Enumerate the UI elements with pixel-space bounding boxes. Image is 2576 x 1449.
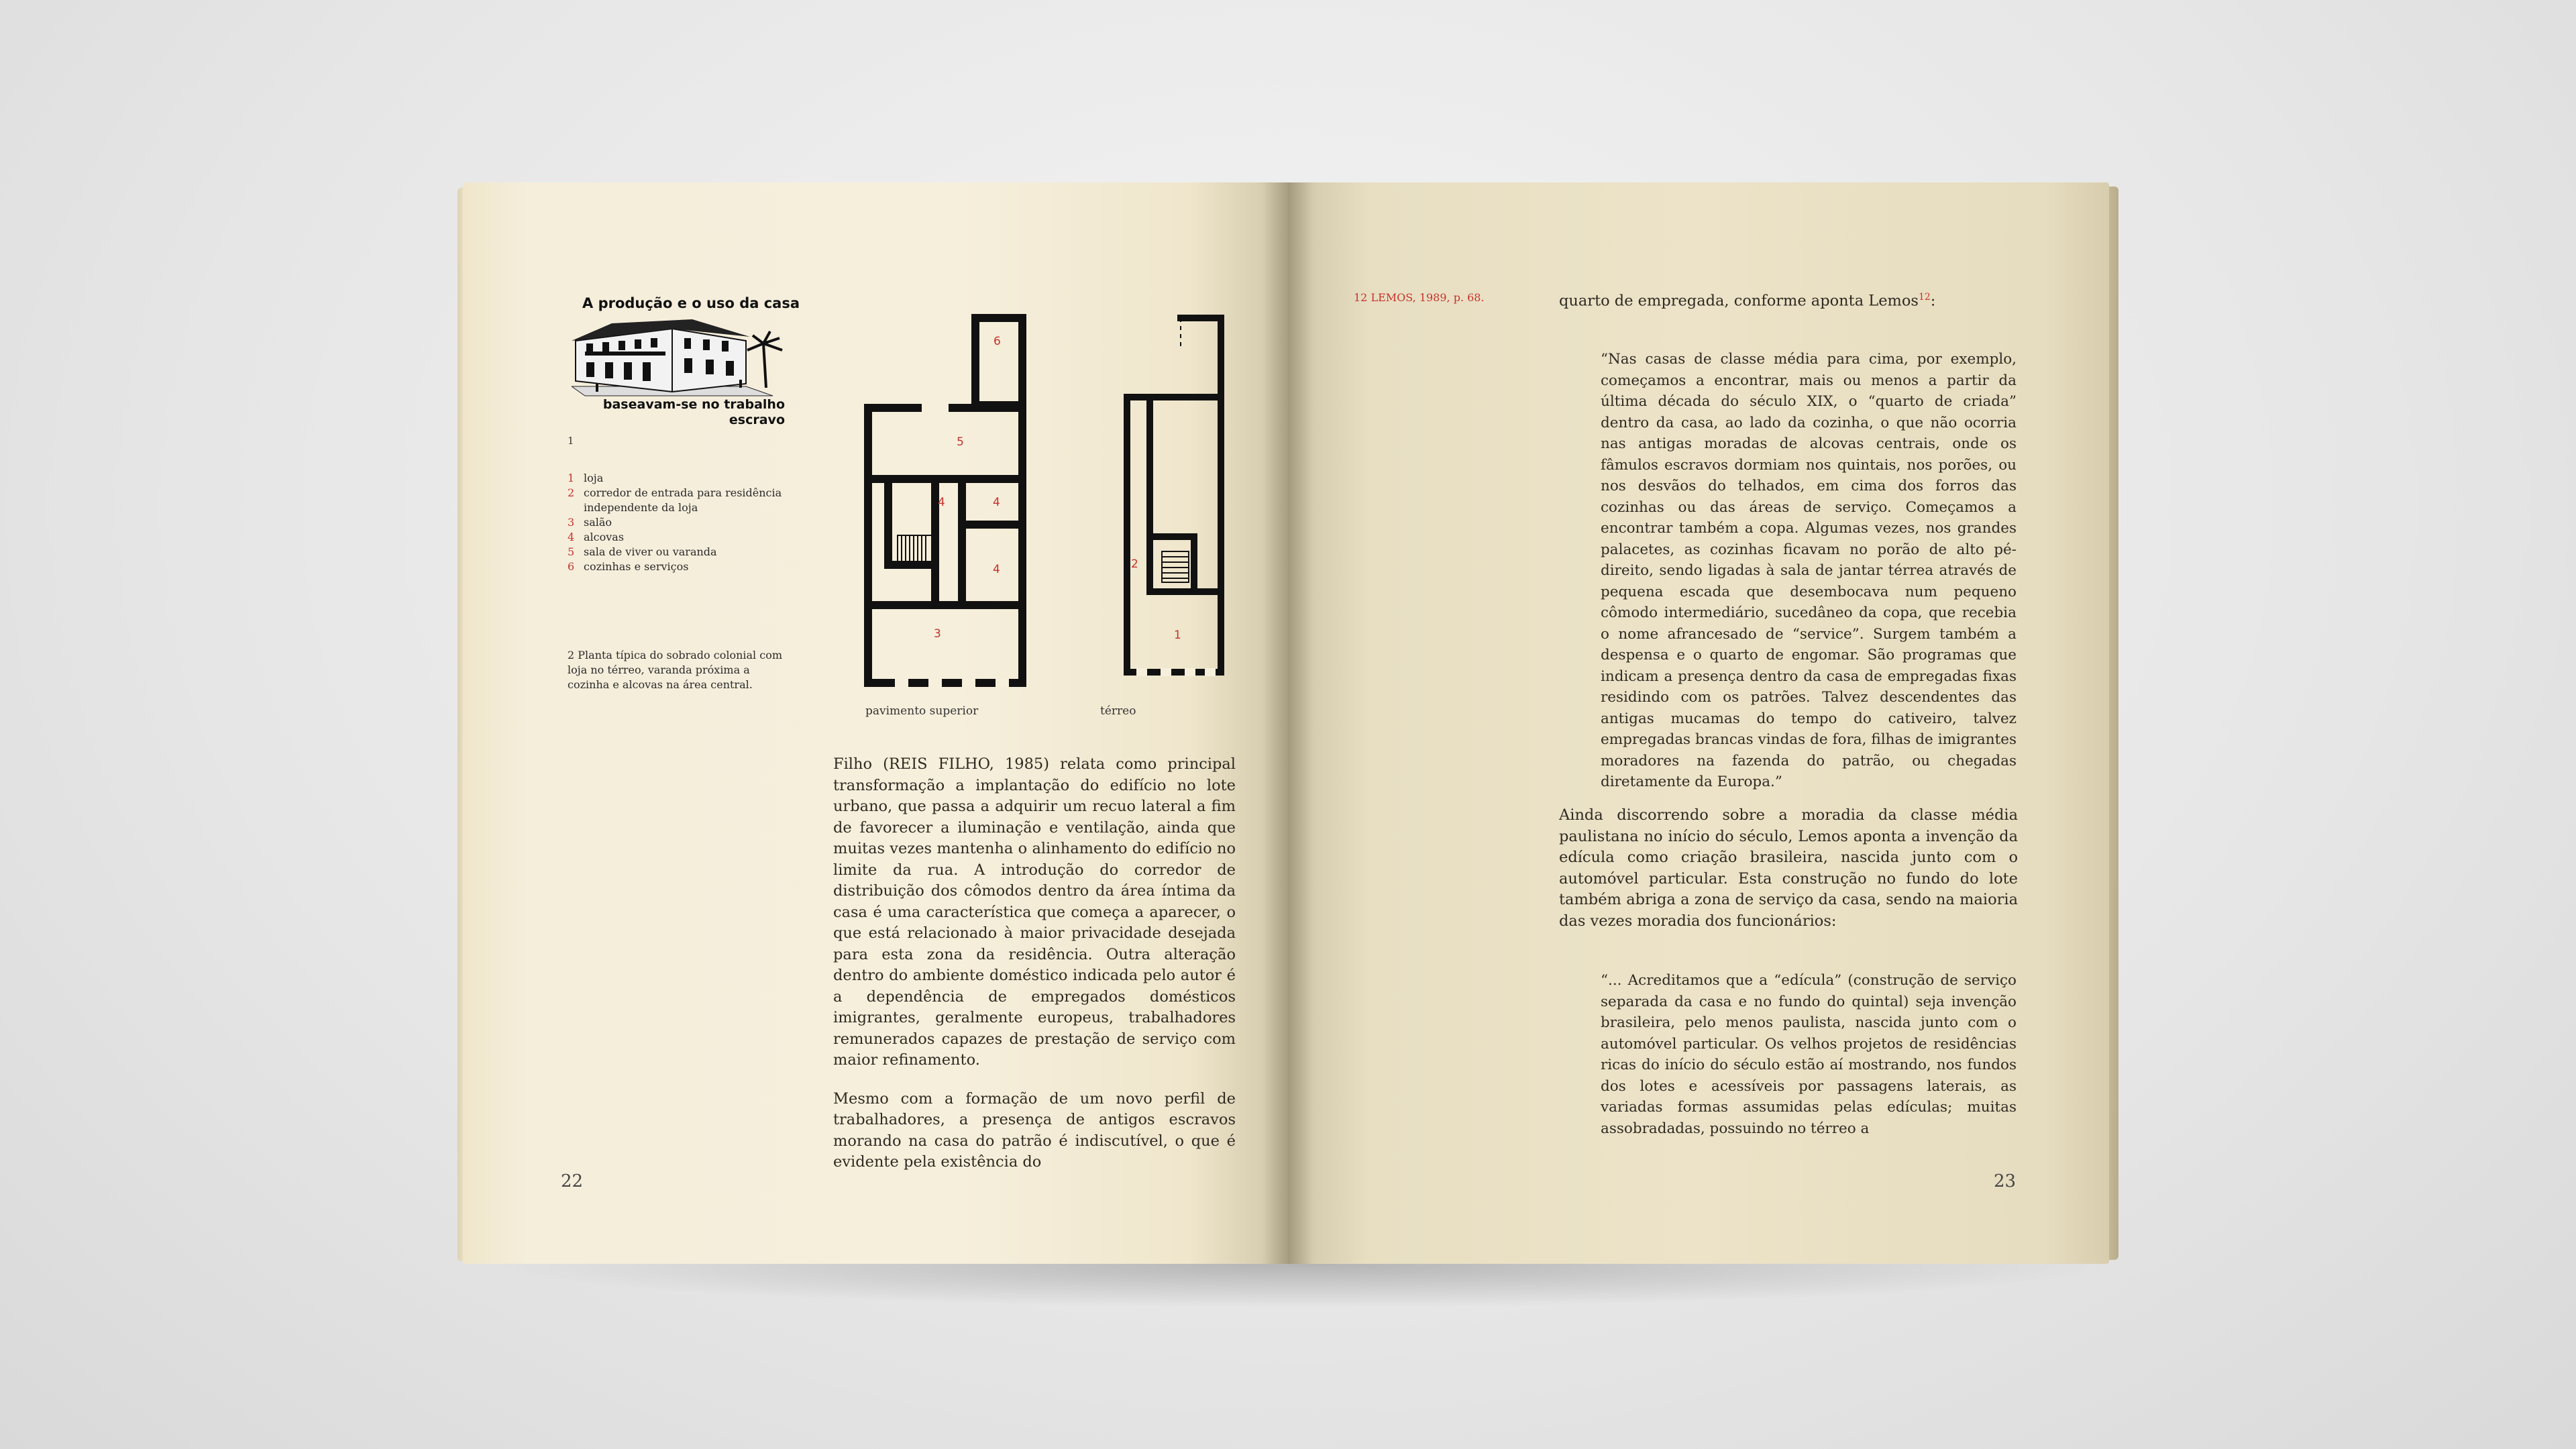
right-intro: quarto de empregada, conforme aponta Lemos$^{12}$: [1559,292,1936,310]
figure-caption: 2 Planta típica do sobrado colonial com loja no térreo, varanda próxima a cozinha e alcovas na área central. [568,649,783,691]
right-paragraph: Ainda discorrendo sobre a moradia da classe média paulistana no início do século, Lemos aponta a invenção da edícula como criação brasileira, nascida junto com o automóvel particular. Esta construção no fundo do lote também abriga a zona de serviço da casa, sendo na maioria das vezes moradia dos funcionários: [1559,806,2018,930]
block-quote-2: “... Acreditamos que a “edícula” (construção de serviço separada da casa e no fundo do quintal) seja invenção brasileira, pelo menos paulista, nascida junto com o automóvel particular. Os velhos projetos de residências ricas do início do século estão aí mostrando, nos fundos dos lotes e acessíveis por passagens laterais, as variadas formas assumidas pelas edículas; muitas assobradadas, possuindo no térreo a [1601,972,2017,1137]
room-number: 6 [994,335,1001,348]
room-number: 4 [938,496,945,509]
room-number: 4 [993,496,1000,509]
footnote: 12 LEMOS, 1989, p. 68. [1354,291,1485,304]
plan-label-upper: pavimento superior [865,704,979,718]
legend-item: 1 loja [568,472,604,484]
room-number: 5 [957,435,964,449]
plan-label-ground: térreo [1100,704,1136,718]
room-number: 3 [934,627,941,641]
floor-plan-ground [1120,310,1234,680]
legend-item: 3 salão [568,516,612,529]
intro-text: quarto de empregada, conforme aponta Lemos [1559,292,1919,310]
room-number: 4 [993,563,1000,576]
colonial-house-illustration [572,314,786,397]
room-number: 1 [1174,629,1181,642]
room-number: 2 [1131,557,1138,571]
footnote-ref: 12 [1918,292,1931,303]
paragraph: Mesmo com a formação de um novo perfil de trabalhadores, a presença de antigos escravos morando na casa do patrão é indiscutível, o que é evidente pela existência do [833,1089,1236,1171]
legend-item: 4 alcovas [568,531,625,543]
block-quote-1: “Nas casas de classe média para cima, por exemplo, começamos a encontrar, mais ou menos a partir da última década do século XIX, o “quarto de criada” dentro da casa, ao lado da cozinha, o que não ocorria nas antigas moradas de alcovas centrais, onde os fâmulos escravos dormiam nos quintais, nos porões, ou nos desvãos do telhados, em cima dos forros das cozinhas ou das áreas de serviço. Começamos a encontrar também a copa. Algumas vezes, nos grandes palacetes, as cozinhas ficavam no porão de alto pé-direito, sendo ligadas à sala de jantar térrea através de pequena escada que desembocava num pequeno cômodo intermediário, sucedâneo da copa, que recebia o nome afrancesado de “service”. Surgem também a despensa e o quarto de engomar. São programas que indicam a presença dentro da casa de empregadas fixas residindo com os patrões. Talvez descendentes das antigas mucamas do tempo do cativeiro, talvez empregadas brancas vindas de fora, filhas de imigrantes moradores na fazenda do patrão, ou chegadas diretamente da Europa.” [1601,351,2017,790]
left-body-text [833,754,1236,1191]
floor-plan-upper [861,310,1036,694]
legend-item: 2 corredor de entrada para residência independente da loja [568,486,782,514]
illustration-subtitle: baseavam-se no trabalho escravo [602,397,785,427]
illustration-title: A produção e o uso da casa [582,295,800,311]
legend-item: 6 cozinhas e serviços [568,560,689,573]
page-number-right: 23 [1994,1171,2017,1191]
gutter-shade [1261,182,1315,1264]
page-number-left: 22 [561,1171,584,1191]
figure-number: 1 [568,435,574,447]
legend [568,471,785,574]
legend-item: 5 sala de viver ou varanda [568,545,717,558]
paragraph: Filho (REIS FILHO, 1985) relata como principal transformação a implantação do edifício no lote urbano, que passa a adquirir um recuo lateral a fim de favorecer a iluminação e ventilação, ainda que muitas vezes mantenha o alinhamento do edifício no limite da rua. A introdução do corredor de distribuição dos cômodos dentro da área íntima da casa é uma característica que começa a aparecer, o que está relacionado à maior privacidade desejada para esta zona da residência. Outra alteração dentro do ambiente doméstico indicada pelo autor é a dependência de empregados domésticos imigrantes, geralmente europeus, trabalhadores remunerados capazes de prestação de serviço com maior refinamento. [833,755,1236,1069]
